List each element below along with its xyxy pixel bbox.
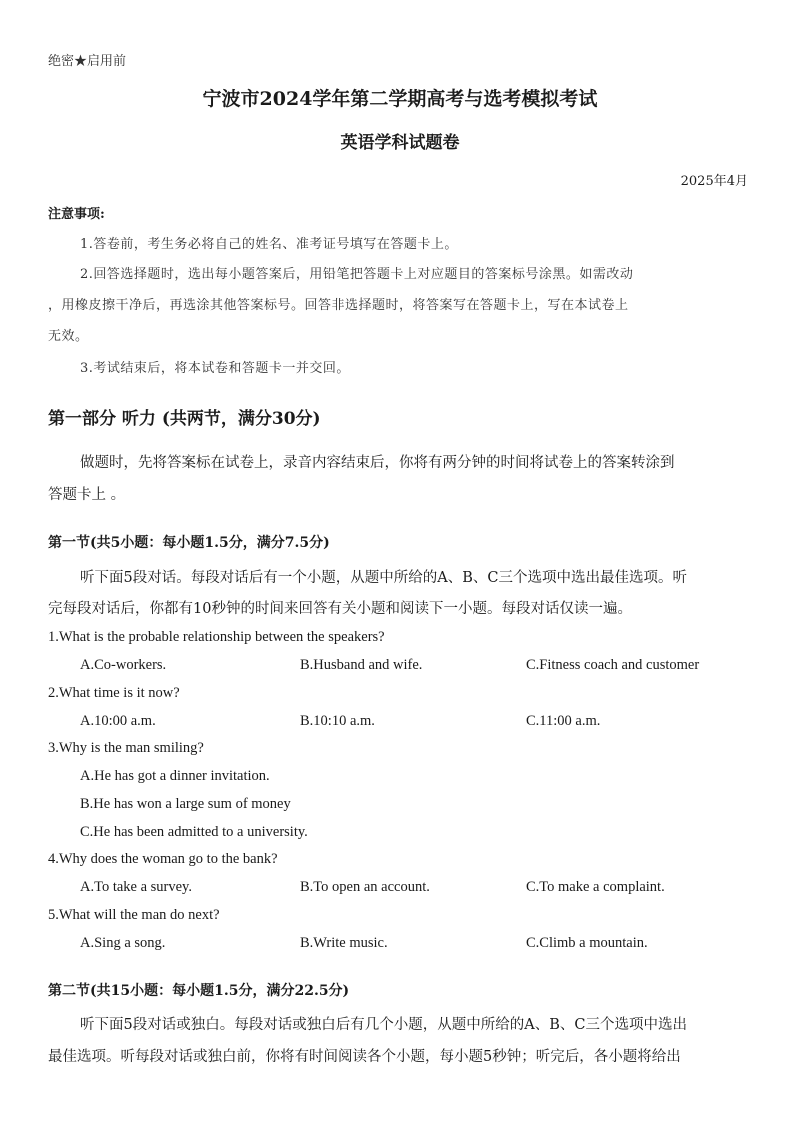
q1-option-c: C.Fitness coach and customer (526, 657, 700, 673)
q2-option-c: C.11:00 a.m. (526, 713, 601, 729)
q4-option-b: B.To open an account. (300, 879, 430, 895)
q1-option-b: B.Husband and wife. (300, 657, 423, 673)
q1-option-a: A.Co-workers. (80, 657, 167, 673)
question-2: 2.What time is it now? (48, 685, 180, 701)
question-3: 3.Why is the man smiling? (48, 740, 204, 756)
section1-instructions-line-2: 完每段对话后，你都有10秒钟的时间来回答有关小题和阅读下一小题。每段对话仅读一遍。 (48, 601, 632, 617)
part1-heading: 第一部分 听力 (共两节，满分30分) (48, 409, 321, 429)
part1-instructions-line-2: 答题卡上 。 (48, 487, 126, 503)
section2-instructions-line-2: 最佳选项。听每段对话或独白前，你将有时间阅读各个小题，每小题5秒钟；听完后，各小题将给出 (48, 1049, 681, 1065)
notice-item-2-line-1: 2.回答选择题时，选出每小题答案后，用铅笔把答题卡上对应题目的答案标号涂黑。如需改动 (80, 267, 634, 282)
confidential-label: 绝密★启用前 (48, 54, 127, 69)
notice-item-1: 1.答卷前，考生务必将自己的姓名、准考证号填写在答题卡上。 (80, 237, 458, 252)
q3-option-a: A.He has got a dinner invitation. (80, 768, 270, 784)
q5-option-b: B.Write music. (300, 935, 388, 951)
question-5: 5.What will the man do next? (48, 907, 220, 923)
q3-option-b: B.He has won a large sum of money (80, 796, 291, 812)
part1-instructions-line-1: 做题时，先将答案标在试卷上，录音内容结束后，你将有两分钟的时间将试卷上的答案转涂到 (80, 455, 675, 471)
q5-option-c: C.Climb a mountain. (526, 935, 648, 951)
q5-option-a: A.Sing a song. (80, 935, 166, 951)
exam-title: 宁波市2024学年第二学期高考与选考模拟考试 (202, 88, 598, 110)
notice-heading: 注意事项: (48, 207, 105, 222)
q3-option-c: C.He has been admitted to a university. (80, 824, 308, 840)
exam-subtitle: 英语学科试题卷 (340, 133, 460, 153)
q2-option-a: A.10:00 a.m. (80, 713, 156, 729)
q2-option-b: B.10:10 a.m. (300, 713, 375, 729)
q4-option-c: C.To make a complaint. (526, 879, 665, 895)
notice-item-2-line-2: ，用橡皮擦干净后，再选涂其他答案标号。回答非选择题时，将答案写在答题卡上，写在本试卷上 (48, 298, 629, 313)
question-1: 1.What is the probable relationship between the speakers? (48, 629, 385, 645)
exam-date: 2025年4月 (680, 174, 748, 189)
q4-option-a: A.To take a survey. (80, 879, 192, 895)
section1-heading: 第一节(共5小题：每小题1.5分，满分7.5分) (48, 535, 330, 551)
section2-heading: 第二节(共15小题：每小题1.5分，满分22.5分) (48, 983, 350, 999)
section2-instructions-line-1: 听下面5段对话或独白。每段对话或独白后有几个小题，从题中所给的A、B、C三个选项中选出 (80, 1017, 687, 1033)
question-4: 4.Why does the woman go to the bank? (48, 851, 278, 867)
section1-instructions-line-1: 听下面5段对话。每段对话后有一个小题，从题中所给的A、B、C三个选项中选出最佳选项。听 (80, 570, 687, 586)
notice-item-3: 3.考试结束后，将本试卷和答题卡一并交回。 (80, 361, 350, 376)
notice-item-2-line-3: 无效。 (48, 329, 89, 344)
